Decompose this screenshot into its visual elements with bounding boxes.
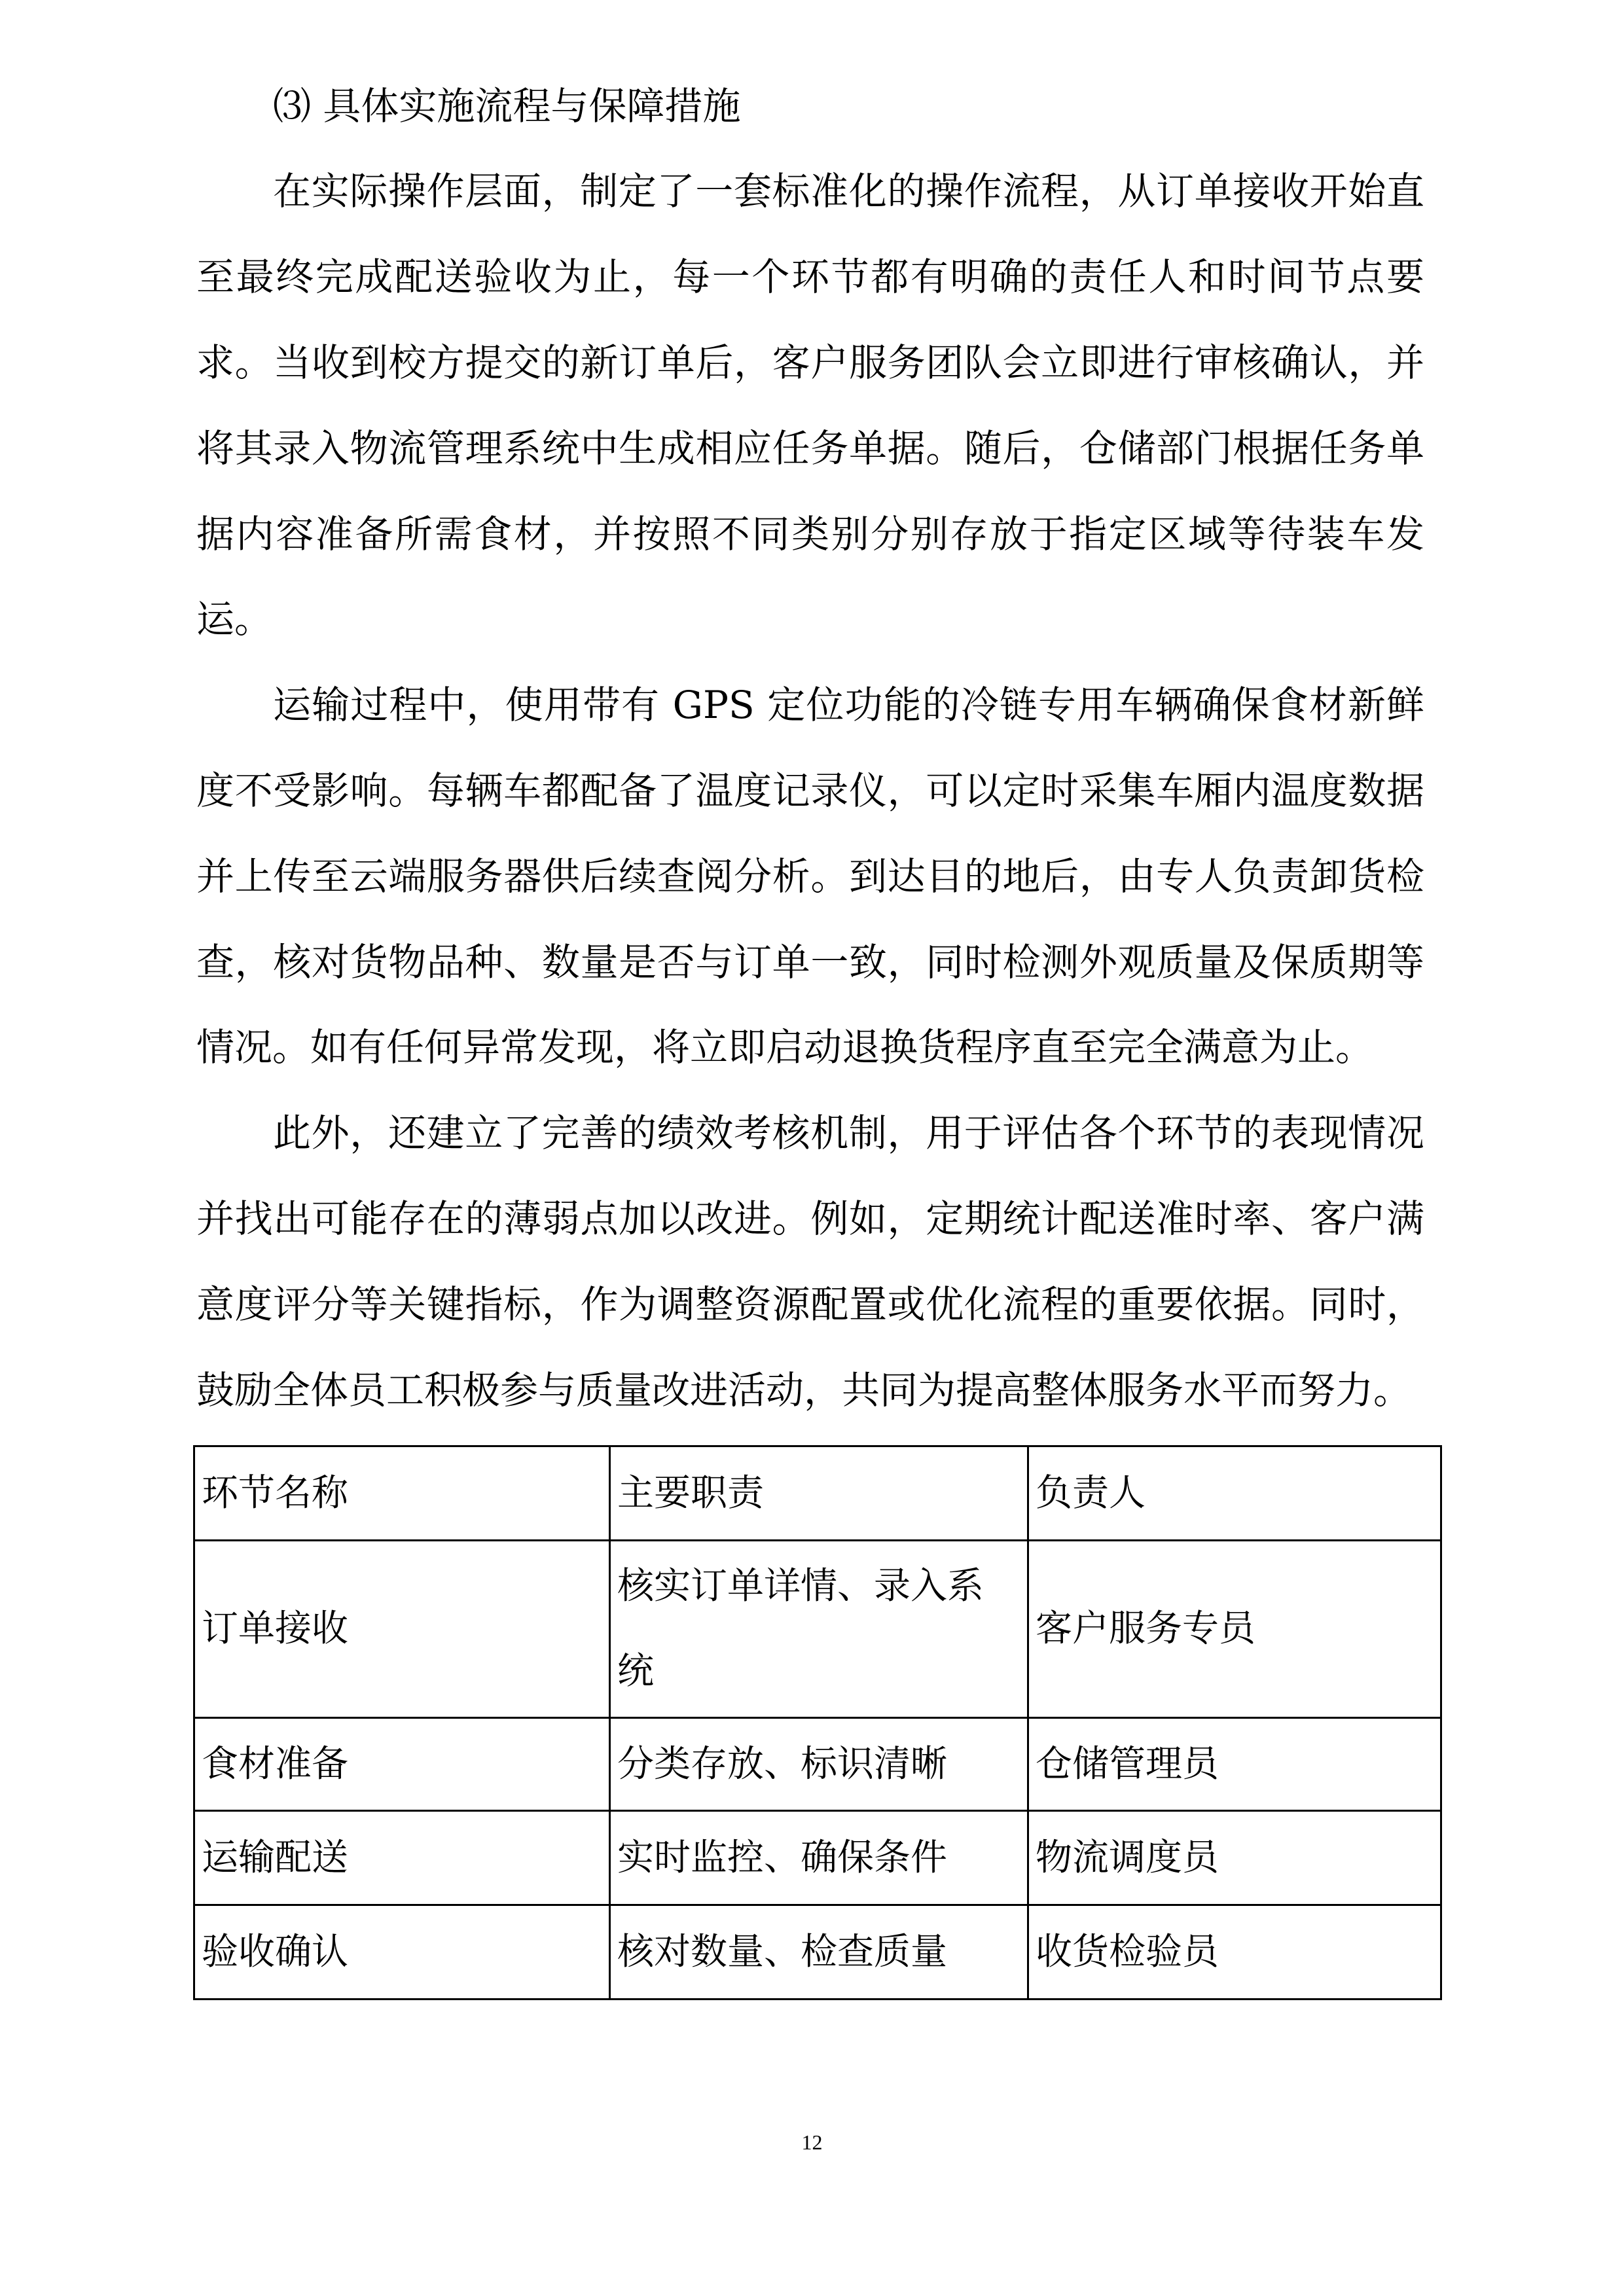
paragraph-line: 运输过程中，使用带有 GPS 定位功能的冷链专用车辆确保食材新鲜	[273, 683, 1424, 728]
table-row	[194, 1905, 1441, 2000]
table-cell: 运输配送	[194, 1811, 610, 1905]
paragraph-line: 在实际操作层面，制定了一套标准化的操作流程，从订单接收开始直	[273, 169, 1424, 214]
table-cell: 仓储管理员	[1028, 1718, 1441, 1811]
paragraph-line: 度不受影响。每辆车都配备了温度记录仪，可以定时采集车厢内温度数据	[196, 768, 1424, 813]
table-cell: 物流调度员	[1028, 1811, 1441, 1905]
table-cell: 实时监控、确保条件	[610, 1811, 1028, 1905]
header-cell: 负责人	[1028, 1446, 1441, 1541]
table-cell: 订单接收	[194, 1541, 610, 1718]
table-cell: 食材准备	[194, 1718, 610, 1811]
header-cell: 环节名称	[194, 1446, 610, 1541]
paragraph-line: 鼓励全体员工积极参与质量改进活动，共同为提高整体服务水平而努力。	[196, 1367, 1412, 1412]
paragraph-line: 并上传至云端服务器供后续查阅分析。到达目的地后，由专人负责卸货检	[196, 853, 1424, 899]
paragraph-line: 查，核对货物品种、数量是否与订单一致，同时检测外观质量及保质期等	[196, 939, 1424, 984]
paragraph-line: 运。	[196, 597, 273, 642]
paragraph-line: 并找出可能存在的薄弱点加以改进。例如，定期统计配送准时率、客户满	[196, 1196, 1424, 1241]
paragraph-line: 意度评分等关键指标，作为调整资源配置或优化流程的重要依据。同时，	[196, 1282, 1424, 1327]
responsibility-table	[193, 1445, 1442, 2000]
table-cell: 验收确认	[194, 1905, 610, 2000]
table-cell: 客户服务专员	[1028, 1541, 1441, 1718]
paragraph-line: 求。当收到校方提交的新订单后，客户服务团队会立即进行审核确认，并	[196, 340, 1424, 385]
table-cell: 核实订单详情、录入系统	[610, 1541, 1028, 1718]
table-cell: 收货检验员	[1028, 1905, 1441, 2000]
table-row	[194, 1811, 1441, 1905]
table-cell: 核对数量、检查质量	[610, 1905, 1028, 2000]
table-header-row	[194, 1446, 1441, 1541]
section-heading: ⑶ 具体实施流程与保障措施	[273, 83, 741, 128]
page-number: 12	[801, 2130, 823, 2154]
paragraph-line: 据内容准备所需食材，并按照不同类别分别存放于指定区域等待装车发	[196, 511, 1424, 556]
table-cell: 分类存放、标识清晰	[610, 1718, 1028, 1811]
paragraph-line: 至最终完成配送验收为止，每一个环节都有明确的责任人和时间节点要	[196, 255, 1424, 300]
header-cell: 主要职责	[610, 1446, 1028, 1541]
table-row	[194, 1718, 1441, 1811]
paragraph-line: 将其录入物流管理系统中生成相应任务单据。随后，仓储部门根据任务单	[196, 425, 1424, 471]
table-row	[194, 1541, 1441, 1718]
paragraph-line: 情况。如有任何异常发现，将立即启动退换货程序直至完全满意为止。	[196, 1025, 1374, 1070]
paragraph-line: 此外，还建立了完善的绩效考核机制，用于评估各个环节的表现情况	[273, 1111, 1424, 1156]
